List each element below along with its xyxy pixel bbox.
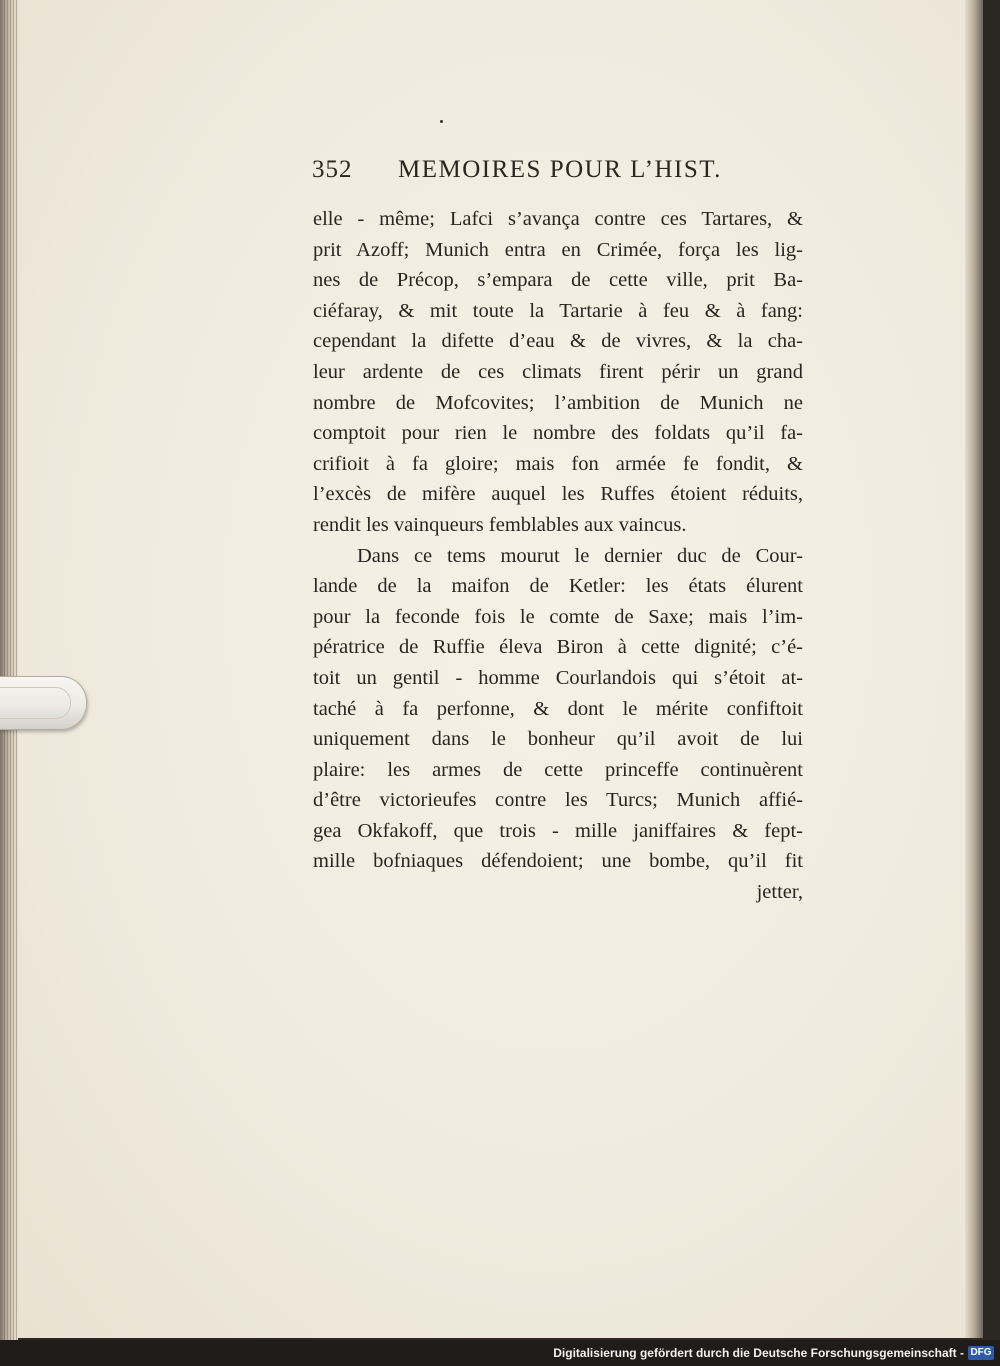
catchword: jetter,	[756, 881, 803, 904]
text-line: l’excès de mifère auquel les Ruffes étoient réduits,	[313, 483, 803, 506]
bookmark-clip	[0, 676, 87, 730]
page-header	[312, 156, 772, 196]
text-line: pératrice de Ruffie éleva Biron à cette dignité; c’é-	[313, 636, 803, 659]
text-line: toit un gentil - homme Courlandois qui s’étoit at-	[313, 666, 803, 689]
ink-speck	[440, 120, 443, 123]
text-line: nombre de Mofcovites; l’ambition de Munich ne	[313, 391, 803, 414]
text-line: nes de Précop, s’empara de cette ville, prit Ba-	[313, 269, 803, 292]
text-line: leur ardente de ces climats firent périr un grand	[313, 360, 803, 383]
page-number: 352	[312, 156, 353, 183]
bookmark-clip-inner	[0, 687, 71, 719]
footer-credit: Digitalisierung gefördert durch die Deutsche Forschungsgemeinschaft -	[553, 1346, 964, 1360]
text-line: d’être victorieufes contre les Turcs; Munich affié-	[313, 789, 803, 812]
text-line: comptoit pour rien le nombre des foldats qu’il fa-	[313, 422, 803, 445]
text-line: lande de la maifon de Ketler: les états élurent	[313, 575, 803, 598]
text-line: cependant la difette d’eau & de vivres, & la cha-	[313, 330, 803, 353]
body-text	[313, 204, 803, 908]
running-head: MEMOIRES POUR L’HIST.	[398, 156, 722, 183]
text-line-paragraph-end: rendit les vainqueurs femblables aux vaincus.	[313, 513, 687, 536]
text-line-paragraph-start: Dans ce tems mourut le dernier duc de Cour-	[357, 544, 803, 567]
text-line: elle - même; Lafci s’avança contre ces Tartares, &	[313, 208, 803, 230]
dfg-logo: DFG	[968, 1346, 994, 1360]
text-line: prit Azoff; Munich entra en Crimée, força les lig-	[313, 238, 803, 261]
text-line: gea Okfakoff, que trois - mille janiffaires & fept-	[313, 819, 803, 842]
book-page-stack	[4, 0, 18, 1340]
text-line: plaire: les armes de cette princeffe continuèrent	[313, 758, 803, 781]
text-line: mille bofniaques défendoient; une bombe, qu’il fit	[313, 850, 803, 873]
text-line: uniquement dans le bonheur qu’il avoit de lui	[313, 728, 803, 751]
text-line: ciéfaray, & mit toute la Tartarie à feu & à fang:	[313, 299, 803, 322]
text-line: taché à fa perfonne, & dont le mérite confiftoit	[313, 697, 803, 720]
book-page-edge-right	[965, 0, 983, 1338]
text-line: pour la feconde fois le comte de Saxe; mais l’im-	[313, 605, 803, 628]
text-line: crifioit à fa gloire; mais fon armée fe fondit, &	[313, 452, 803, 475]
